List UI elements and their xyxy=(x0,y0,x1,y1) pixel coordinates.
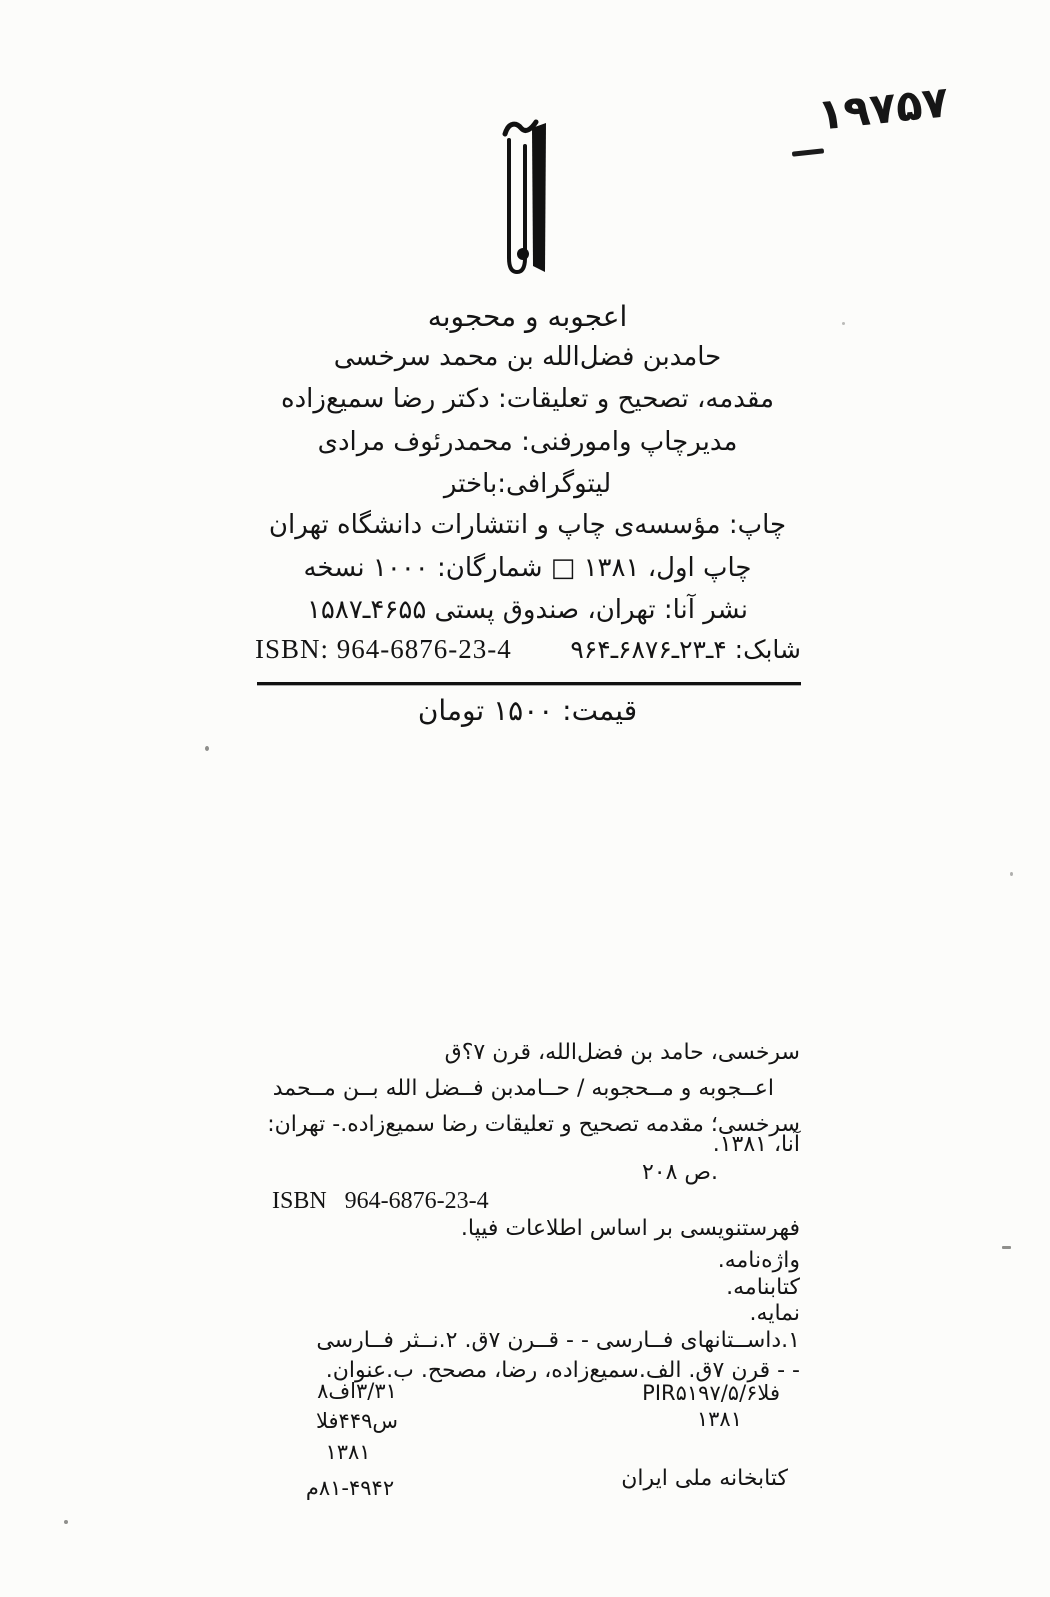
cip-title-statement-line2: سرخسی؛ مقدمه تصحیح و تعلیقات رضا سمیع‌زاده.- تهران: xyxy=(267,1112,800,1137)
dewey-class-number: ۸فا۳/۳۱ xyxy=(317,1379,397,1403)
scan-speck xyxy=(1002,1246,1011,1249)
cip-bibliography-note: کتابنامه. xyxy=(726,1275,800,1300)
national-library-label: کتابخانه ملی ایران xyxy=(621,1466,788,1491)
lithography-line: لیتوگرافی:باختر xyxy=(443,469,612,499)
isbn-latin: ISBN: 964-6876-23-4 xyxy=(255,634,512,664)
cip-pages-text: ۲۰۸ ص. xyxy=(641,1160,718,1185)
editor-line: مقدمه، تصحیح و تعلیقات: دکتر رضا سمیع‌زاده xyxy=(280,384,775,414)
cip-publication-line: آنا، ۱۳۸۱. xyxy=(712,1132,800,1157)
lc-call-number-year: ۱۳۸۱ xyxy=(696,1407,742,1431)
publisher-logo-icon xyxy=(502,116,552,286)
cip-title-statement-text: اعــجوبه و مــحجوبه / حــامدبن فــضل الله بــن مــحمد xyxy=(272,1076,774,1101)
ana-publisher-logo xyxy=(502,116,552,286)
scan-speck xyxy=(842,322,845,325)
cip-title-statement-line1 xyxy=(237,1076,800,1101)
cip-fipa-note: فهرستنویسی بر اساس اطلاعات فیپا. xyxy=(460,1216,800,1241)
cip-pages-line xyxy=(237,1160,800,1185)
price-line: قیمت: ۱۵۰۰ تومان xyxy=(417,694,638,727)
cip-author-heading: سرخسی، حامد بن فضل‌الله، قرن ۷؟ق xyxy=(444,1040,800,1065)
horizontal-rule xyxy=(257,682,801,685)
isbn-row xyxy=(255,634,801,665)
handwritten-accession-number: ۱۹۷۵۷ xyxy=(815,77,951,141)
accession-underline-mark xyxy=(792,148,824,156)
scan-speck xyxy=(64,1520,68,1524)
cip-subject-line2: - - قرن ۷ق. الف.سمیع‌زاده، رضا، مصحح. ب.عنوان. xyxy=(325,1358,800,1383)
cip-isbn-line: ISBN 964-6876-23-4 xyxy=(272,1188,489,1214)
cip-index-note: نمایه. xyxy=(749,1301,800,1326)
national-bibliography-number: م۸۱-۴۹۴۲ xyxy=(305,1476,395,1500)
isbn-persian: شابک: ۴ـ۲۳ـ۶۸۷۶ـ۹۶۴ xyxy=(570,635,801,664)
publisher-address-line: نشر آنا: تهران، صندوق پستی ۴۶۵۵ـ۱۵۸۷ xyxy=(306,595,749,625)
author-cutter-number: الف۴۴۹س xyxy=(315,1409,399,1433)
scan-speck xyxy=(205,746,209,751)
author-line: حامدبن فضل‌الله بن محمد سرخسی xyxy=(333,342,722,372)
printer-line: چاپ: مؤسسه‌ی چاپ و انتشارات دانشگاه تهران xyxy=(268,510,787,540)
cip-glossary-note: واژه‌نامه. xyxy=(717,1248,800,1273)
print-manager-line: مدیرچاپ وامورفنی: محمدرئوف مرادی xyxy=(317,427,738,457)
lc-call-number: PIR۵۱۹۷/۵/۶الف xyxy=(642,1381,780,1405)
dewey-year: ۱۳۸۱ xyxy=(325,1440,371,1464)
edition-print-run-line: چاپ اول، ۱۳۸۱ □ شمارگان: ۱۰۰۰ نسخه xyxy=(303,553,752,583)
scan-speck xyxy=(1010,872,1013,876)
book-title: اعجوبه و محجوبه xyxy=(427,300,628,333)
cip-subject-line1: ۱.داســتانهای فــارسی - - قــرن ۷ق. ۲.نــثر فــارسی xyxy=(316,1328,800,1353)
